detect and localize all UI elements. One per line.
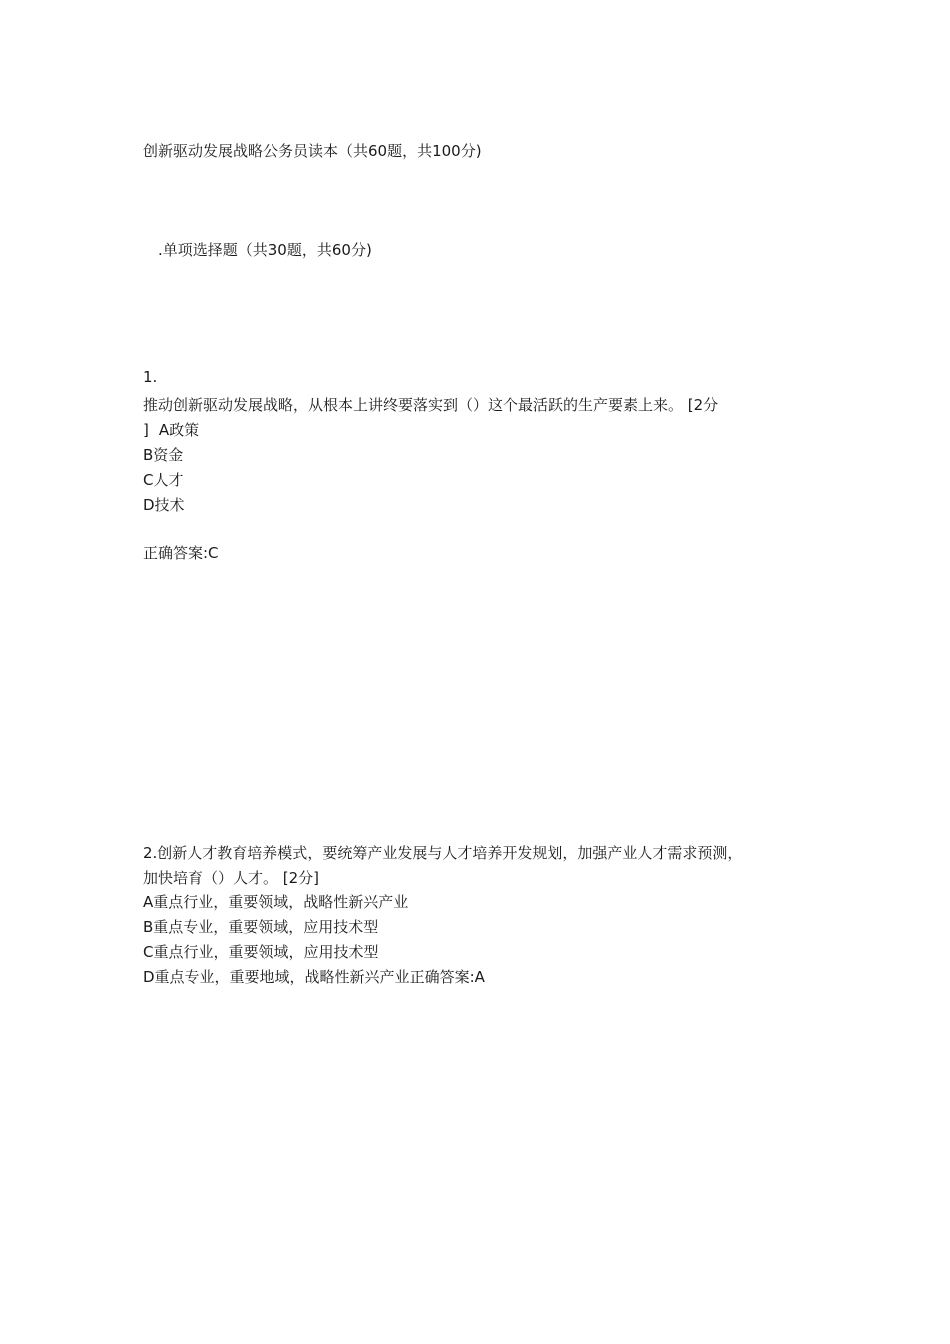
question-1-stem-end: ] [143,421,149,439]
question-2-stem-continuation: 加快培育（）人才。 [2分] [143,869,320,887]
question-2-option-c: C重点行业，重要领域，应用技术型 [143,943,379,961]
question-1-stem: 推动创新驱动发展战略，从根本上讲终要落实到（）这个最活跃的生产要素上来。 [2分 [143,396,719,414]
question-1-number: 1. [143,368,158,386]
document-title: 创新驱动发展战略公务员读本（共60题，共100分) [143,142,482,160]
question-1-option-b: B资金 [143,446,184,464]
question-2-option-d: D重点专业，重要地域，战略性新兴产业 [143,968,410,986]
question-2-answer: 正确答案:A [409,968,485,986]
question-2-option-d-row [143,967,485,987]
question-2-option-b: B重点专业，重要领域，应用技术型 [143,918,379,936]
question-1-answer: 正确答案:C [143,544,219,562]
question-1-stem-continuation [143,420,199,440]
question-1-option-a: A政策 [158,421,200,439]
question-1-option-d: D技术 [143,496,185,514]
question-1-option-c: C人才 [143,471,184,489]
question-2-stem: 2.创新人才教育培养模式，要统筹产业发展与人才培养开发规划，加强产业人才需求预测， [143,844,743,862]
section-title: .单项选择题（共30题，共60分) [158,241,372,259]
question-2-option-a: A重点行业，重要领域，战略性新兴产业 [143,893,409,911]
